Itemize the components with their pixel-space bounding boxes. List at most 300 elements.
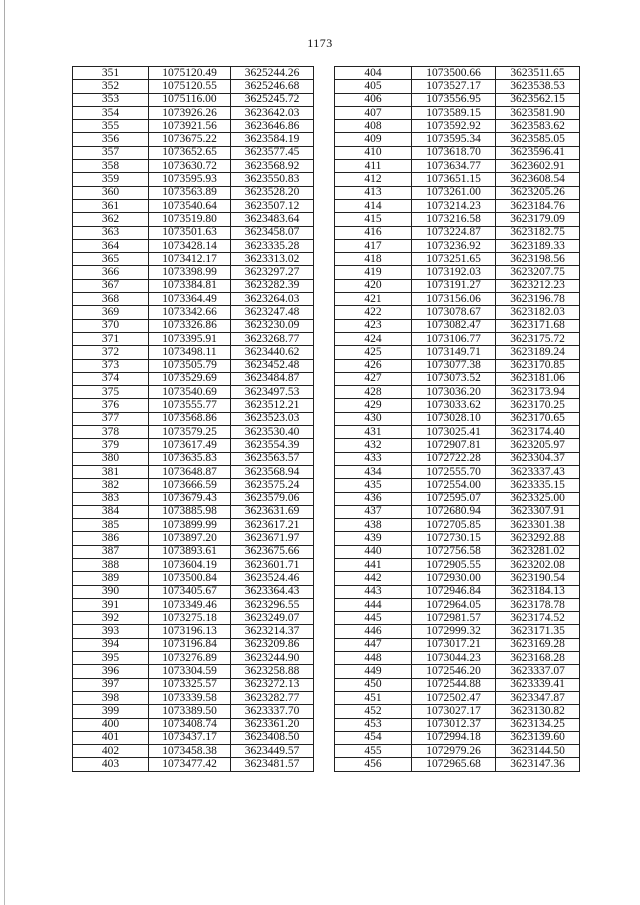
point-number-cell: 432 xyxy=(335,439,412,452)
point-number-cell: 448 xyxy=(335,652,412,665)
point-number-cell: 413 xyxy=(335,186,412,199)
table-row xyxy=(73,372,314,385)
y-coordinate-cell: 3623247.48 xyxy=(231,306,314,319)
point-number-cell: 443 xyxy=(335,585,412,598)
x-coordinate-cell: 1073679.43 xyxy=(149,492,231,505)
point-number-cell: 394 xyxy=(73,638,149,651)
point-number-cell: 376 xyxy=(73,399,149,412)
y-coordinate-cell: 3623523.03 xyxy=(231,412,314,425)
table-row xyxy=(73,691,314,704)
table-row xyxy=(73,93,314,106)
x-coordinate-cell: 1073196.84 xyxy=(149,638,231,651)
x-coordinate-cell: 1073326.86 xyxy=(149,319,231,332)
point-number-cell: 425 xyxy=(335,346,412,359)
point-number-cell: 371 xyxy=(73,332,149,345)
x-coordinate-cell: 1073527.17 xyxy=(412,80,496,93)
table-row xyxy=(73,585,314,598)
table-row xyxy=(335,160,580,173)
point-number-cell: 436 xyxy=(335,492,412,505)
point-number-cell: 362 xyxy=(73,213,149,226)
y-coordinate-cell: 3623212.23 xyxy=(496,279,580,292)
y-coordinate-cell: 3623209.86 xyxy=(231,638,314,651)
y-coordinate-cell: 3623174.40 xyxy=(496,426,580,439)
x-coordinate-cell: 1072680.94 xyxy=(412,505,496,518)
point-number-cell: 440 xyxy=(335,545,412,558)
x-coordinate-cell: 1073477.42 xyxy=(149,758,231,771)
point-number-cell: 454 xyxy=(335,731,412,744)
y-coordinate-cell: 3623577.45 xyxy=(231,146,314,159)
y-coordinate-cell: 3623562.15 xyxy=(496,93,580,106)
y-coordinate-cell: 3623617.21 xyxy=(231,519,314,532)
y-coordinate-cell: 3623189.33 xyxy=(496,239,580,252)
y-coordinate-cell: 3623196.78 xyxy=(496,293,580,306)
y-coordinate-cell: 3623249.07 xyxy=(231,612,314,625)
y-coordinate-cell: 3623528.20 xyxy=(231,186,314,199)
y-coordinate-cell: 3623272.13 xyxy=(231,678,314,691)
x-coordinate-cell: 1073505.79 xyxy=(149,359,231,372)
table-row xyxy=(73,625,314,638)
y-coordinate-cell: 3623631.69 xyxy=(231,505,314,518)
table-row xyxy=(335,745,580,758)
table-row xyxy=(73,652,314,665)
point-number-cell: 381 xyxy=(73,465,149,478)
y-coordinate-cell: 3623337.07 xyxy=(496,665,580,678)
x-coordinate-cell: 1072979.26 xyxy=(412,745,496,758)
point-number-cell: 455 xyxy=(335,745,412,758)
table-row xyxy=(335,439,580,452)
y-coordinate-cell: 3623244.90 xyxy=(231,652,314,665)
y-coordinate-cell: 3623581.90 xyxy=(496,106,580,119)
x-coordinate-cell: 1073325.57 xyxy=(149,678,231,691)
y-coordinate-cell: 3623182.03 xyxy=(496,306,580,319)
table-row xyxy=(335,505,580,518)
table-row xyxy=(73,678,314,691)
x-coordinate-cell: 1073078.67 xyxy=(412,306,496,319)
y-coordinate-cell: 3623205.97 xyxy=(496,439,580,452)
x-coordinate-cell: 1073428.14 xyxy=(149,239,231,252)
table-row xyxy=(335,239,580,252)
point-number-cell: 438 xyxy=(335,519,412,532)
table-row xyxy=(73,266,314,279)
y-coordinate-cell: 3623497.53 xyxy=(231,386,314,399)
y-coordinate-cell: 3623507.12 xyxy=(231,199,314,212)
point-number-cell: 423 xyxy=(335,319,412,332)
y-coordinate-cell: 3625244.26 xyxy=(231,67,314,80)
point-number-cell: 416 xyxy=(335,226,412,239)
point-number-cell: 409 xyxy=(335,133,412,146)
x-coordinate-cell: 1073216.58 xyxy=(412,213,496,226)
x-coordinate-cell: 1073236.92 xyxy=(412,239,496,252)
table-row xyxy=(73,106,314,119)
y-coordinate-cell: 3623524.46 xyxy=(231,572,314,585)
y-coordinate-cell: 3623602.91 xyxy=(496,160,580,173)
y-coordinate-cell: 3623335.15 xyxy=(496,479,580,492)
point-number-cell: 442 xyxy=(335,572,412,585)
point-number-cell: 363 xyxy=(73,226,149,239)
point-number-cell: 388 xyxy=(73,558,149,571)
table-row xyxy=(335,691,580,704)
x-coordinate-cell: 1073519.80 xyxy=(149,213,231,226)
x-coordinate-cell: 1073214.23 xyxy=(412,199,496,212)
table-row xyxy=(73,186,314,199)
x-coordinate-cell: 1072907.81 xyxy=(412,439,496,452)
table-row xyxy=(335,532,580,545)
y-coordinate-cell: 3625246.68 xyxy=(231,80,314,93)
table-row xyxy=(335,93,580,106)
table-row xyxy=(73,572,314,585)
y-coordinate-cell: 3623174.52 xyxy=(496,612,580,625)
table-row xyxy=(73,519,314,532)
point-number-cell: 422 xyxy=(335,306,412,319)
y-coordinate-cell: 3623170.85 xyxy=(496,359,580,372)
y-coordinate-cell: 3623171.35 xyxy=(496,625,580,638)
point-number-cell: 398 xyxy=(73,691,149,704)
table-row xyxy=(73,545,314,558)
table-row xyxy=(335,598,580,611)
table-row xyxy=(73,359,314,372)
table-row xyxy=(335,412,580,425)
point-number-cell: 456 xyxy=(335,758,412,771)
table-row xyxy=(335,718,580,731)
y-coordinate-cell: 3623584.19 xyxy=(231,133,314,146)
table-row xyxy=(73,452,314,465)
y-coordinate-cell: 3623214.37 xyxy=(231,625,314,638)
point-number-cell: 417 xyxy=(335,239,412,252)
y-coordinate-cell: 3623139.60 xyxy=(496,731,580,744)
point-number-cell: 429 xyxy=(335,399,412,412)
y-coordinate-cell: 3625245.72 xyxy=(231,93,314,106)
x-coordinate-cell: 1073276.89 xyxy=(149,652,231,665)
table-row xyxy=(73,306,314,319)
x-coordinate-cell: 1073191.27 xyxy=(412,279,496,292)
point-number-cell: 358 xyxy=(73,160,149,173)
point-number-cell: 414 xyxy=(335,199,412,212)
point-number-cell: 452 xyxy=(335,705,412,718)
table-row xyxy=(335,186,580,199)
y-coordinate-cell: 3623563.57 xyxy=(231,452,314,465)
coordinate-table-right xyxy=(334,66,580,772)
x-coordinate-cell: 1073017.21 xyxy=(412,638,496,651)
x-coordinate-cell: 1075116.00 xyxy=(149,93,231,106)
x-coordinate-cell: 1073899.99 xyxy=(149,519,231,532)
x-coordinate-cell: 1073405.67 xyxy=(149,585,231,598)
x-coordinate-cell: 1073589.15 xyxy=(412,106,496,119)
point-number-cell: 397 xyxy=(73,678,149,691)
point-number-cell: 355 xyxy=(73,120,149,133)
x-coordinate-cell: 1073192.03 xyxy=(412,266,496,279)
x-coordinate-cell: 1073275.18 xyxy=(149,612,231,625)
x-coordinate-cell: 1073156.06 xyxy=(412,293,496,306)
point-number-cell: 426 xyxy=(335,359,412,372)
table-row xyxy=(335,625,580,638)
y-coordinate-cell: 3623205.26 xyxy=(496,186,580,199)
point-number-cell: 450 xyxy=(335,678,412,691)
y-coordinate-cell: 3623452.48 xyxy=(231,359,314,372)
y-coordinate-cell: 3623449.57 xyxy=(231,745,314,758)
table-row xyxy=(335,638,580,651)
point-number-cell: 403 xyxy=(73,758,149,771)
x-coordinate-cell: 1073251.65 xyxy=(412,253,496,266)
table-row xyxy=(73,213,314,226)
table-row xyxy=(335,519,580,532)
x-coordinate-cell: 1073073.52 xyxy=(412,372,496,385)
y-coordinate-cell: 3623169.28 xyxy=(496,638,580,651)
x-coordinate-cell: 1073012.37 xyxy=(412,718,496,731)
point-number-cell: 368 xyxy=(73,293,149,306)
point-number-cell: 379 xyxy=(73,439,149,452)
table-row xyxy=(335,319,580,332)
table-row xyxy=(73,532,314,545)
table-row xyxy=(335,479,580,492)
y-coordinate-cell: 3623170.25 xyxy=(496,399,580,412)
table-row xyxy=(335,426,580,439)
y-coordinate-cell: 3623530.40 xyxy=(231,426,314,439)
table-row xyxy=(73,492,314,505)
y-coordinate-cell: 3623173.94 xyxy=(496,386,580,399)
point-number-cell: 437 xyxy=(335,505,412,518)
point-number-cell: 446 xyxy=(335,625,412,638)
x-coordinate-cell: 1072905.55 xyxy=(412,558,496,571)
x-coordinate-cell: 1072722.28 xyxy=(412,452,496,465)
x-coordinate-cell: 1073563.89 xyxy=(149,186,231,199)
y-coordinate-cell: 3623190.54 xyxy=(496,572,580,585)
table-row xyxy=(335,612,580,625)
y-coordinate-cell: 3623258.88 xyxy=(231,665,314,678)
y-coordinate-cell: 3623175.72 xyxy=(496,332,580,345)
scan-edge-line xyxy=(4,0,5,905)
x-coordinate-cell: 1073412.17 xyxy=(149,253,231,266)
point-number-cell: 359 xyxy=(73,173,149,186)
x-coordinate-cell: 1072555.70 xyxy=(412,465,496,478)
table-row xyxy=(73,505,314,518)
table-row xyxy=(73,160,314,173)
point-number-cell: 402 xyxy=(73,745,149,758)
x-coordinate-cell: 1072946.84 xyxy=(412,585,496,598)
y-coordinate-cell: 3623179.09 xyxy=(496,213,580,226)
x-coordinate-cell: 1073926.26 xyxy=(149,106,231,119)
x-coordinate-cell: 1073224.87 xyxy=(412,226,496,239)
table-row xyxy=(335,253,580,266)
table-row xyxy=(335,359,580,372)
table-row xyxy=(335,545,580,558)
table-row xyxy=(335,386,580,399)
point-number-cell: 445 xyxy=(335,612,412,625)
x-coordinate-cell: 1073408.74 xyxy=(149,718,231,731)
table-row xyxy=(73,80,314,93)
x-coordinate-cell: 1073339.58 xyxy=(149,691,231,704)
table-row xyxy=(73,239,314,252)
x-coordinate-cell: 1073044.23 xyxy=(412,652,496,665)
point-number-cell: 364 xyxy=(73,239,149,252)
y-coordinate-cell: 3623207.75 xyxy=(496,266,580,279)
table-row xyxy=(335,652,580,665)
point-number-cell: 377 xyxy=(73,412,149,425)
x-coordinate-cell: 1075120.49 xyxy=(149,67,231,80)
point-number-cell: 384 xyxy=(73,505,149,518)
point-number-cell: 400 xyxy=(73,718,149,731)
table-row xyxy=(335,558,580,571)
y-coordinate-cell: 3623483.64 xyxy=(231,213,314,226)
table-row xyxy=(73,67,314,80)
table-row xyxy=(335,399,580,412)
point-number-cell: 418 xyxy=(335,253,412,266)
page-number: 1173 xyxy=(307,36,333,50)
y-coordinate-cell: 3623181.06 xyxy=(496,372,580,385)
x-coordinate-cell: 1072965.68 xyxy=(412,758,496,771)
point-number-cell: 449 xyxy=(335,665,412,678)
table-row xyxy=(335,67,580,80)
point-number-cell: 393 xyxy=(73,625,149,638)
table-row xyxy=(73,758,314,771)
x-coordinate-cell: 1073618.70 xyxy=(412,146,496,159)
table-row xyxy=(335,146,580,159)
x-coordinate-cell: 1073149.71 xyxy=(412,346,496,359)
x-coordinate-cell: 1073389.50 xyxy=(149,705,231,718)
table-row xyxy=(73,346,314,359)
table-row xyxy=(335,372,580,385)
y-coordinate-cell: 3623337.70 xyxy=(231,705,314,718)
point-number-cell: 356 xyxy=(73,133,149,146)
table-row xyxy=(335,678,580,691)
x-coordinate-cell: 1073501.63 xyxy=(149,226,231,239)
y-coordinate-cell: 3623440.62 xyxy=(231,346,314,359)
table-row xyxy=(335,665,580,678)
table-row xyxy=(73,399,314,412)
x-coordinate-cell: 1073082.47 xyxy=(412,319,496,332)
y-coordinate-cell: 3623168.28 xyxy=(496,652,580,665)
point-number-cell: 396 xyxy=(73,665,149,678)
point-number-cell: 382 xyxy=(73,479,149,492)
x-coordinate-cell: 1073556.95 xyxy=(412,93,496,106)
y-coordinate-cell: 3623296.55 xyxy=(231,598,314,611)
y-coordinate-cell: 3623230.09 xyxy=(231,319,314,332)
y-coordinate-cell: 3623671.97 xyxy=(231,532,314,545)
x-coordinate-cell: 1073595.93 xyxy=(149,173,231,186)
table-row xyxy=(335,266,580,279)
y-coordinate-cell: 3623568.92 xyxy=(231,160,314,173)
point-number-cell: 444 xyxy=(335,598,412,611)
point-number-cell: 441 xyxy=(335,558,412,571)
y-coordinate-cell: 3623268.77 xyxy=(231,332,314,345)
table-row xyxy=(73,412,314,425)
x-coordinate-cell: 1072730.15 xyxy=(412,532,496,545)
point-number-cell: 380 xyxy=(73,452,149,465)
table-row xyxy=(73,426,314,439)
table-row xyxy=(73,638,314,651)
table-row xyxy=(73,253,314,266)
point-number-cell: 405 xyxy=(335,80,412,93)
x-coordinate-cell: 1073027.17 xyxy=(412,705,496,718)
table-row xyxy=(73,731,314,744)
point-number-cell: 406 xyxy=(335,93,412,106)
y-coordinate-cell: 3623361.20 xyxy=(231,718,314,731)
table-row xyxy=(335,492,580,505)
x-coordinate-cell: 1072964.05 xyxy=(412,598,496,611)
point-number-cell: 411 xyxy=(335,160,412,173)
point-number-cell: 435 xyxy=(335,479,412,492)
point-number-cell: 370 xyxy=(73,319,149,332)
table-row xyxy=(335,572,580,585)
point-number-cell: 424 xyxy=(335,332,412,345)
table-row xyxy=(73,173,314,186)
y-coordinate-cell: 3623134.25 xyxy=(496,718,580,731)
y-coordinate-cell: 3623130.82 xyxy=(496,705,580,718)
x-coordinate-cell: 1072595.07 xyxy=(412,492,496,505)
table-row xyxy=(335,199,580,212)
point-number-cell: 451 xyxy=(335,691,412,704)
table-row xyxy=(335,173,580,186)
y-coordinate-cell: 3623511.65 xyxy=(496,67,580,80)
y-coordinate-cell: 3623325.00 xyxy=(496,492,580,505)
point-number-cell: 389 xyxy=(73,572,149,585)
table-row xyxy=(335,106,580,119)
x-coordinate-cell: 1073540.69 xyxy=(149,386,231,399)
point-number-cell: 433 xyxy=(335,452,412,465)
y-coordinate-cell: 3623481.57 xyxy=(231,758,314,771)
x-coordinate-cell: 1073500.84 xyxy=(149,572,231,585)
y-coordinate-cell: 3623292.88 xyxy=(496,532,580,545)
x-coordinate-cell: 1073304.59 xyxy=(149,665,231,678)
point-number-cell: 399 xyxy=(73,705,149,718)
x-coordinate-cell: 1073555.77 xyxy=(149,399,231,412)
table-row xyxy=(335,465,580,478)
y-coordinate-cell: 3623184.13 xyxy=(496,585,580,598)
y-coordinate-cell: 3623189.24 xyxy=(496,346,580,359)
x-coordinate-cell: 1073529.69 xyxy=(149,372,231,385)
x-coordinate-cell: 1073196.13 xyxy=(149,625,231,638)
table-row xyxy=(73,598,314,611)
x-coordinate-cell: 1072554.00 xyxy=(412,479,496,492)
point-number-cell: 351 xyxy=(73,67,149,80)
x-coordinate-cell: 1073395.91 xyxy=(149,332,231,345)
x-coordinate-cell: 1073384.81 xyxy=(149,279,231,292)
x-coordinate-cell: 1072981.57 xyxy=(412,612,496,625)
point-number-cell: 369 xyxy=(73,306,149,319)
table-row xyxy=(335,346,580,359)
x-coordinate-cell: 1073364.49 xyxy=(149,293,231,306)
table-row xyxy=(73,120,314,133)
point-number-cell: 412 xyxy=(335,173,412,186)
point-number-cell: 431 xyxy=(335,426,412,439)
y-coordinate-cell: 3623568.94 xyxy=(231,465,314,478)
y-coordinate-cell: 3623198.56 xyxy=(496,253,580,266)
y-coordinate-cell: 3623339.41 xyxy=(496,678,580,691)
x-coordinate-cell: 1073028.10 xyxy=(412,412,496,425)
y-coordinate-cell: 3623282.77 xyxy=(231,691,314,704)
x-coordinate-cell: 1072705.85 xyxy=(412,519,496,532)
y-coordinate-cell: 3623282.39 xyxy=(231,279,314,292)
x-coordinate-cell: 1072930.00 xyxy=(412,572,496,585)
y-coordinate-cell: 3623313.02 xyxy=(231,253,314,266)
point-number-cell: 383 xyxy=(73,492,149,505)
x-coordinate-cell: 1073106.77 xyxy=(412,332,496,345)
y-coordinate-cell: 3623184.76 xyxy=(496,199,580,212)
y-coordinate-cell: 3623585.05 xyxy=(496,133,580,146)
table-row xyxy=(335,585,580,598)
x-coordinate-cell: 1073261.00 xyxy=(412,186,496,199)
table-row xyxy=(73,479,314,492)
x-coordinate-cell: 1073349.46 xyxy=(149,598,231,611)
point-number-cell: 415 xyxy=(335,213,412,226)
table-row xyxy=(73,558,314,571)
table-row xyxy=(73,279,314,292)
point-number-cell: 373 xyxy=(73,359,149,372)
table-row xyxy=(335,293,580,306)
y-coordinate-cell: 3623281.02 xyxy=(496,545,580,558)
x-coordinate-cell: 1073595.34 xyxy=(412,133,496,146)
x-coordinate-cell: 1072502.47 xyxy=(412,691,496,704)
x-coordinate-cell: 1073036.20 xyxy=(412,386,496,399)
